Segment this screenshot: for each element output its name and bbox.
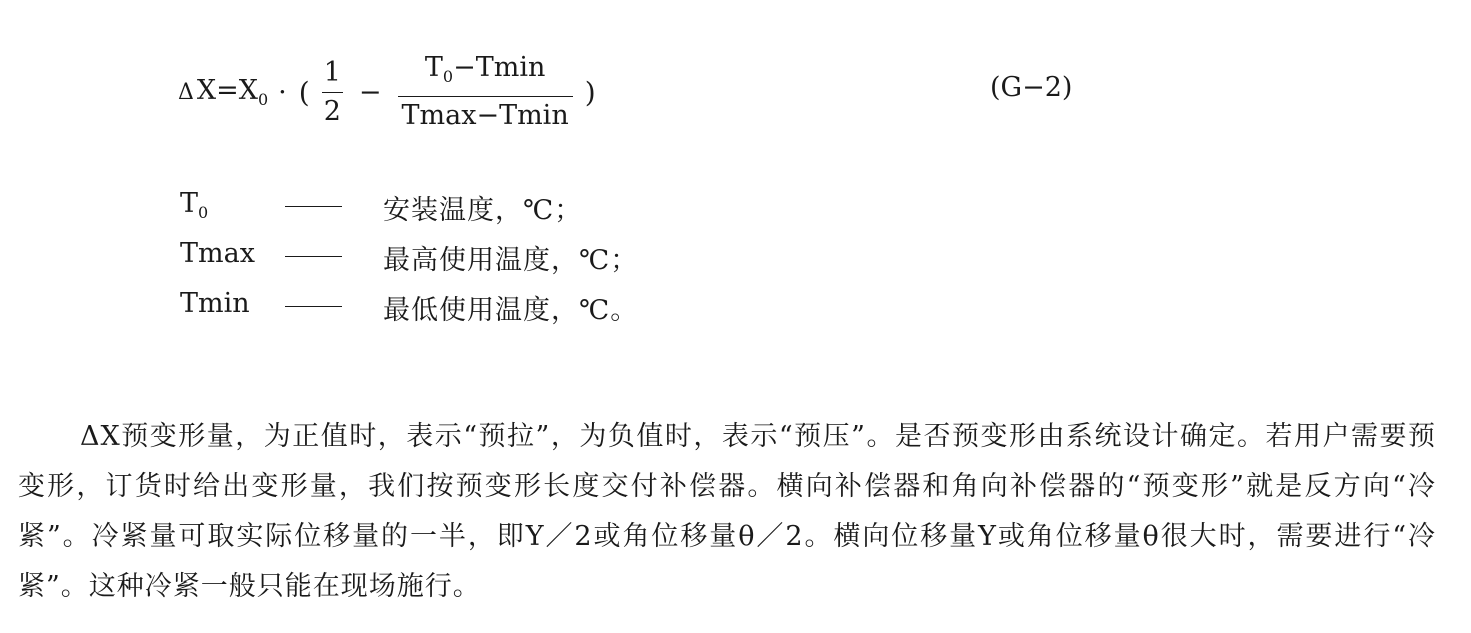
definition-dash — [285, 206, 342, 207]
definition-description: 最高使用温度，℃； — [383, 245, 639, 276]
definition-dash — [285, 256, 342, 257]
definition-symbol — [180, 238, 255, 269]
multiply-dot: · — [278, 76, 287, 108]
definition-description: 安装温度，℃； — [383, 195, 583, 226]
formula-lhs — [178, 75, 268, 109]
definition-dash — [285, 306, 342, 307]
symbol-base: Tmin — [180, 288, 250, 319]
x0-base: X — [238, 75, 258, 106]
symbol-base: T — [180, 188, 199, 219]
definition-row — [180, 236, 880, 286]
numerator-t: T — [424, 52, 443, 83]
body-paragraph: ΔX预变形量，为正值时，表示“预拉”，为负值时，表示“预压”。是否预变形由系统设计确定。若用户需要预变形，订货时给出变形量，我们按预变形长度交付补偿器。横向补偿器和角向补偿器的“预变形”就是反方向“冷紧”。冷紧量可取实际位移量的一半，即Y／2或角位移量θ／2。横向位移量Y或角位移量θ很大时，需要进行“冷紧”。这种冷紧一般只能在现场施行。 — [18, 421, 1436, 602]
formula-g2 — [178, 52, 602, 132]
open-paren: ( — [298, 75, 310, 109]
close-paren: ) — [584, 75, 596, 109]
lhs-variable: X — [196, 75, 217, 106]
x0-subscript: 0 — [257, 90, 269, 109]
temperature-fraction — [398, 49, 573, 135]
numerator-t-subscript: 0 — [442, 67, 454, 86]
definition-row — [180, 286, 880, 336]
definition-row — [180, 186, 880, 236]
equation-number: (G−2) — [990, 72, 1073, 103]
half-denominator: 2 — [323, 95, 341, 127]
numerator-rest: −Tmin — [453, 52, 546, 83]
equals-sign: = — [216, 75, 239, 106]
definition-symbol — [180, 288, 250, 319]
temperature-numerator — [421, 49, 549, 96]
variable-definitions — [180, 186, 880, 336]
definition-symbol — [180, 188, 208, 222]
half-numerator: 1 — [323, 56, 341, 88]
delta-symbol: Δ — [178, 80, 194, 105]
symbol-subscript: 0 — [198, 203, 209, 222]
half-fraction — [322, 54, 343, 131]
minus-sign: − — [358, 76, 382, 108]
definition-description: 最低使用温度，℃。 — [383, 295, 639, 326]
symbol-base: Tmax — [180, 238, 255, 269]
temperature-denominator: Tmax−Tmin — [401, 100, 569, 131]
